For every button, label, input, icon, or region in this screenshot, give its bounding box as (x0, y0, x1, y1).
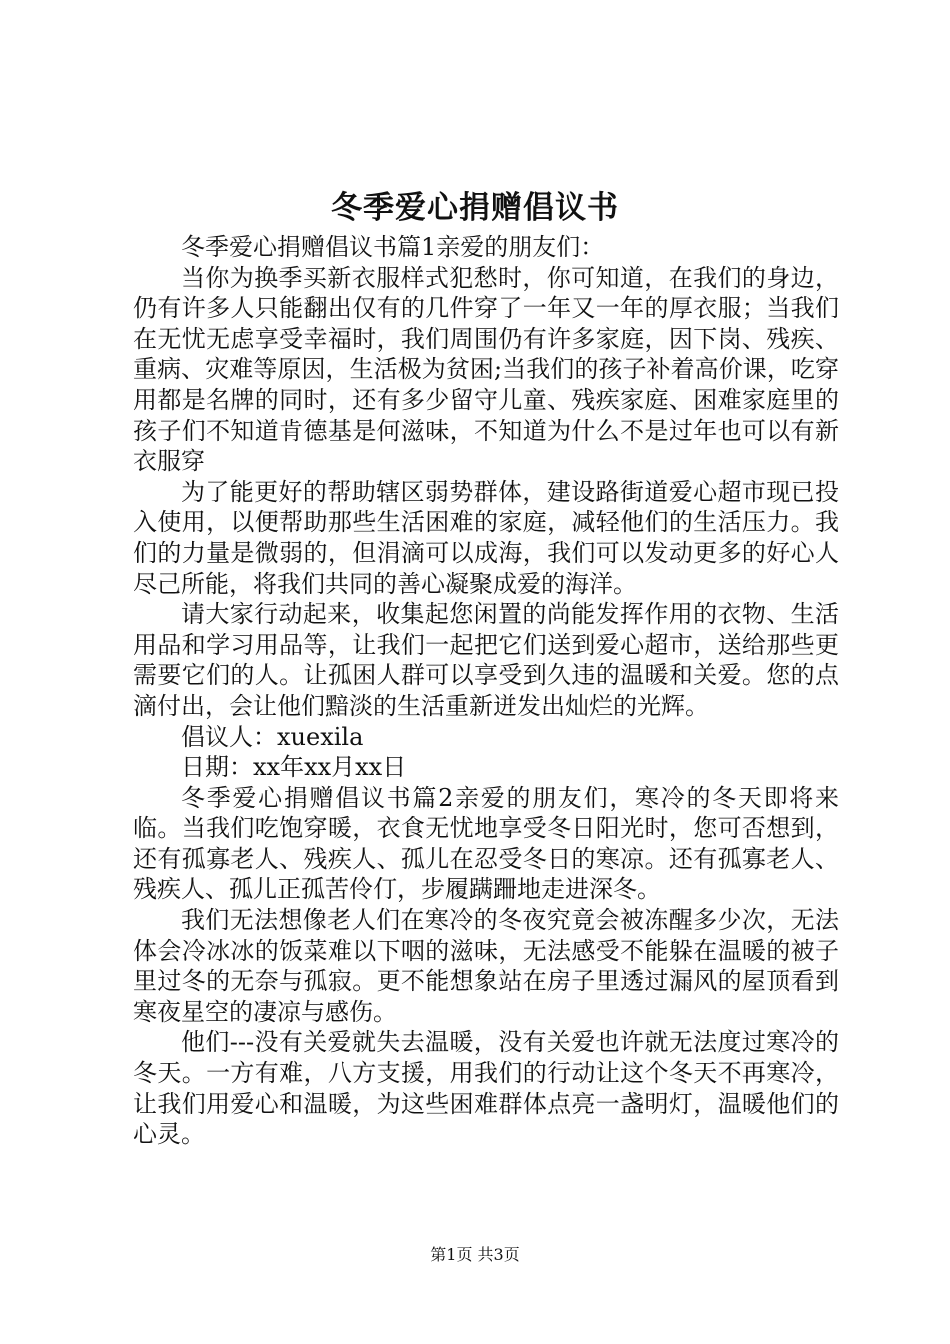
paragraph: 冬季爱心捐赠倡议书篇1亲爱的朋友们： (181, 233, 605, 261)
paragraph: 冬季爱心捐赠倡议书篇2亲爱的朋友们，寒冷的冬天即将来临。当我们吃饱穿暖，衣食无忧地享受冬日阳光时，您可否想到，还有孤寡老人、残疾人、孤儿在忍受冬日的寒凉。还有孤寡老人、残疾人、孤儿正孤苦伶仃，步履蹒跚地走进深冬。 (133, 783, 839, 904)
paragraph: 我们无法想像老人们在寒冷的冬夜究竟会被冻醒多少次，无法体会冷冰冰的饭菜难以下咽的滋味，无法感受不能躲在温暖的被子里过冬的无奈与孤寂。更不能想象站在房子里透过漏风的屋顶看到寒夜星空的凄凉与感伤。 (133, 906, 839, 1026)
date-line: 日期：xx年xx月xx日 (181, 753, 407, 782)
document-title: 冬季爱心捐赠倡议书 (331, 190, 619, 226)
page-number-footer: 第1页 共3页 (430, 1245, 520, 1264)
proposer-line: 倡议人：xuexila (181, 722, 364, 751)
document-body (133, 232, 839, 1150)
paragraph: 当你为换季买新衣服样式犯愁时，你可知道，在我们的身边，仍有许多人只能翻出仅有的几件穿了一年又一年的厚衣服；当我们在无忧无虑享受幸福时，我们周围仍有许多家庭，因下岗、残疾、重病、灾难等原因，生活极为贫困;当我们的孩子补着高价课，吃穿用都是名牌的同时，还有多少留守儿童、残疾家庭、困难家庭里的孩子们不知道肯德基是何滋味，不知道为什么不是过年也可以有新衣服穿 (133, 263, 839, 476)
paragraph: 他们---没有关爱就失去温暖，没有关爱也许就无法度过寒冷的冬天。一方有难，八方支援，用我们的行动让这个冬天不再寒冷，让我们用爱心和温暖，为这些困难群体点亮一盏明灯，温暖他们的心灵。 (133, 1028, 839, 1149)
paragraph: 请大家行动起来，收集起您闲置的尚能发挥作用的衣物、生活用品和学习用品等，让我们一起把它们送到爱心超市，送给那些更需要它们的人。让孤困人群可以享受到久违的温暖和关爱。您的点滴付出，会让他们黯淡的生活重新迸发出灿烂的光辉。 (133, 600, 839, 720)
paragraph: 为了能更好的帮助辖区弱势群体，建设路街道爱心超市现已投入使用，以便帮助那些生活困难的家庭，减轻他们的生活压力。我们的力量是微弱的，但涓滴可以成海，我们可以发动更多的好心人尽己所能，将我们共同的善心凝聚成爱的海洋。 (133, 477, 839, 598)
